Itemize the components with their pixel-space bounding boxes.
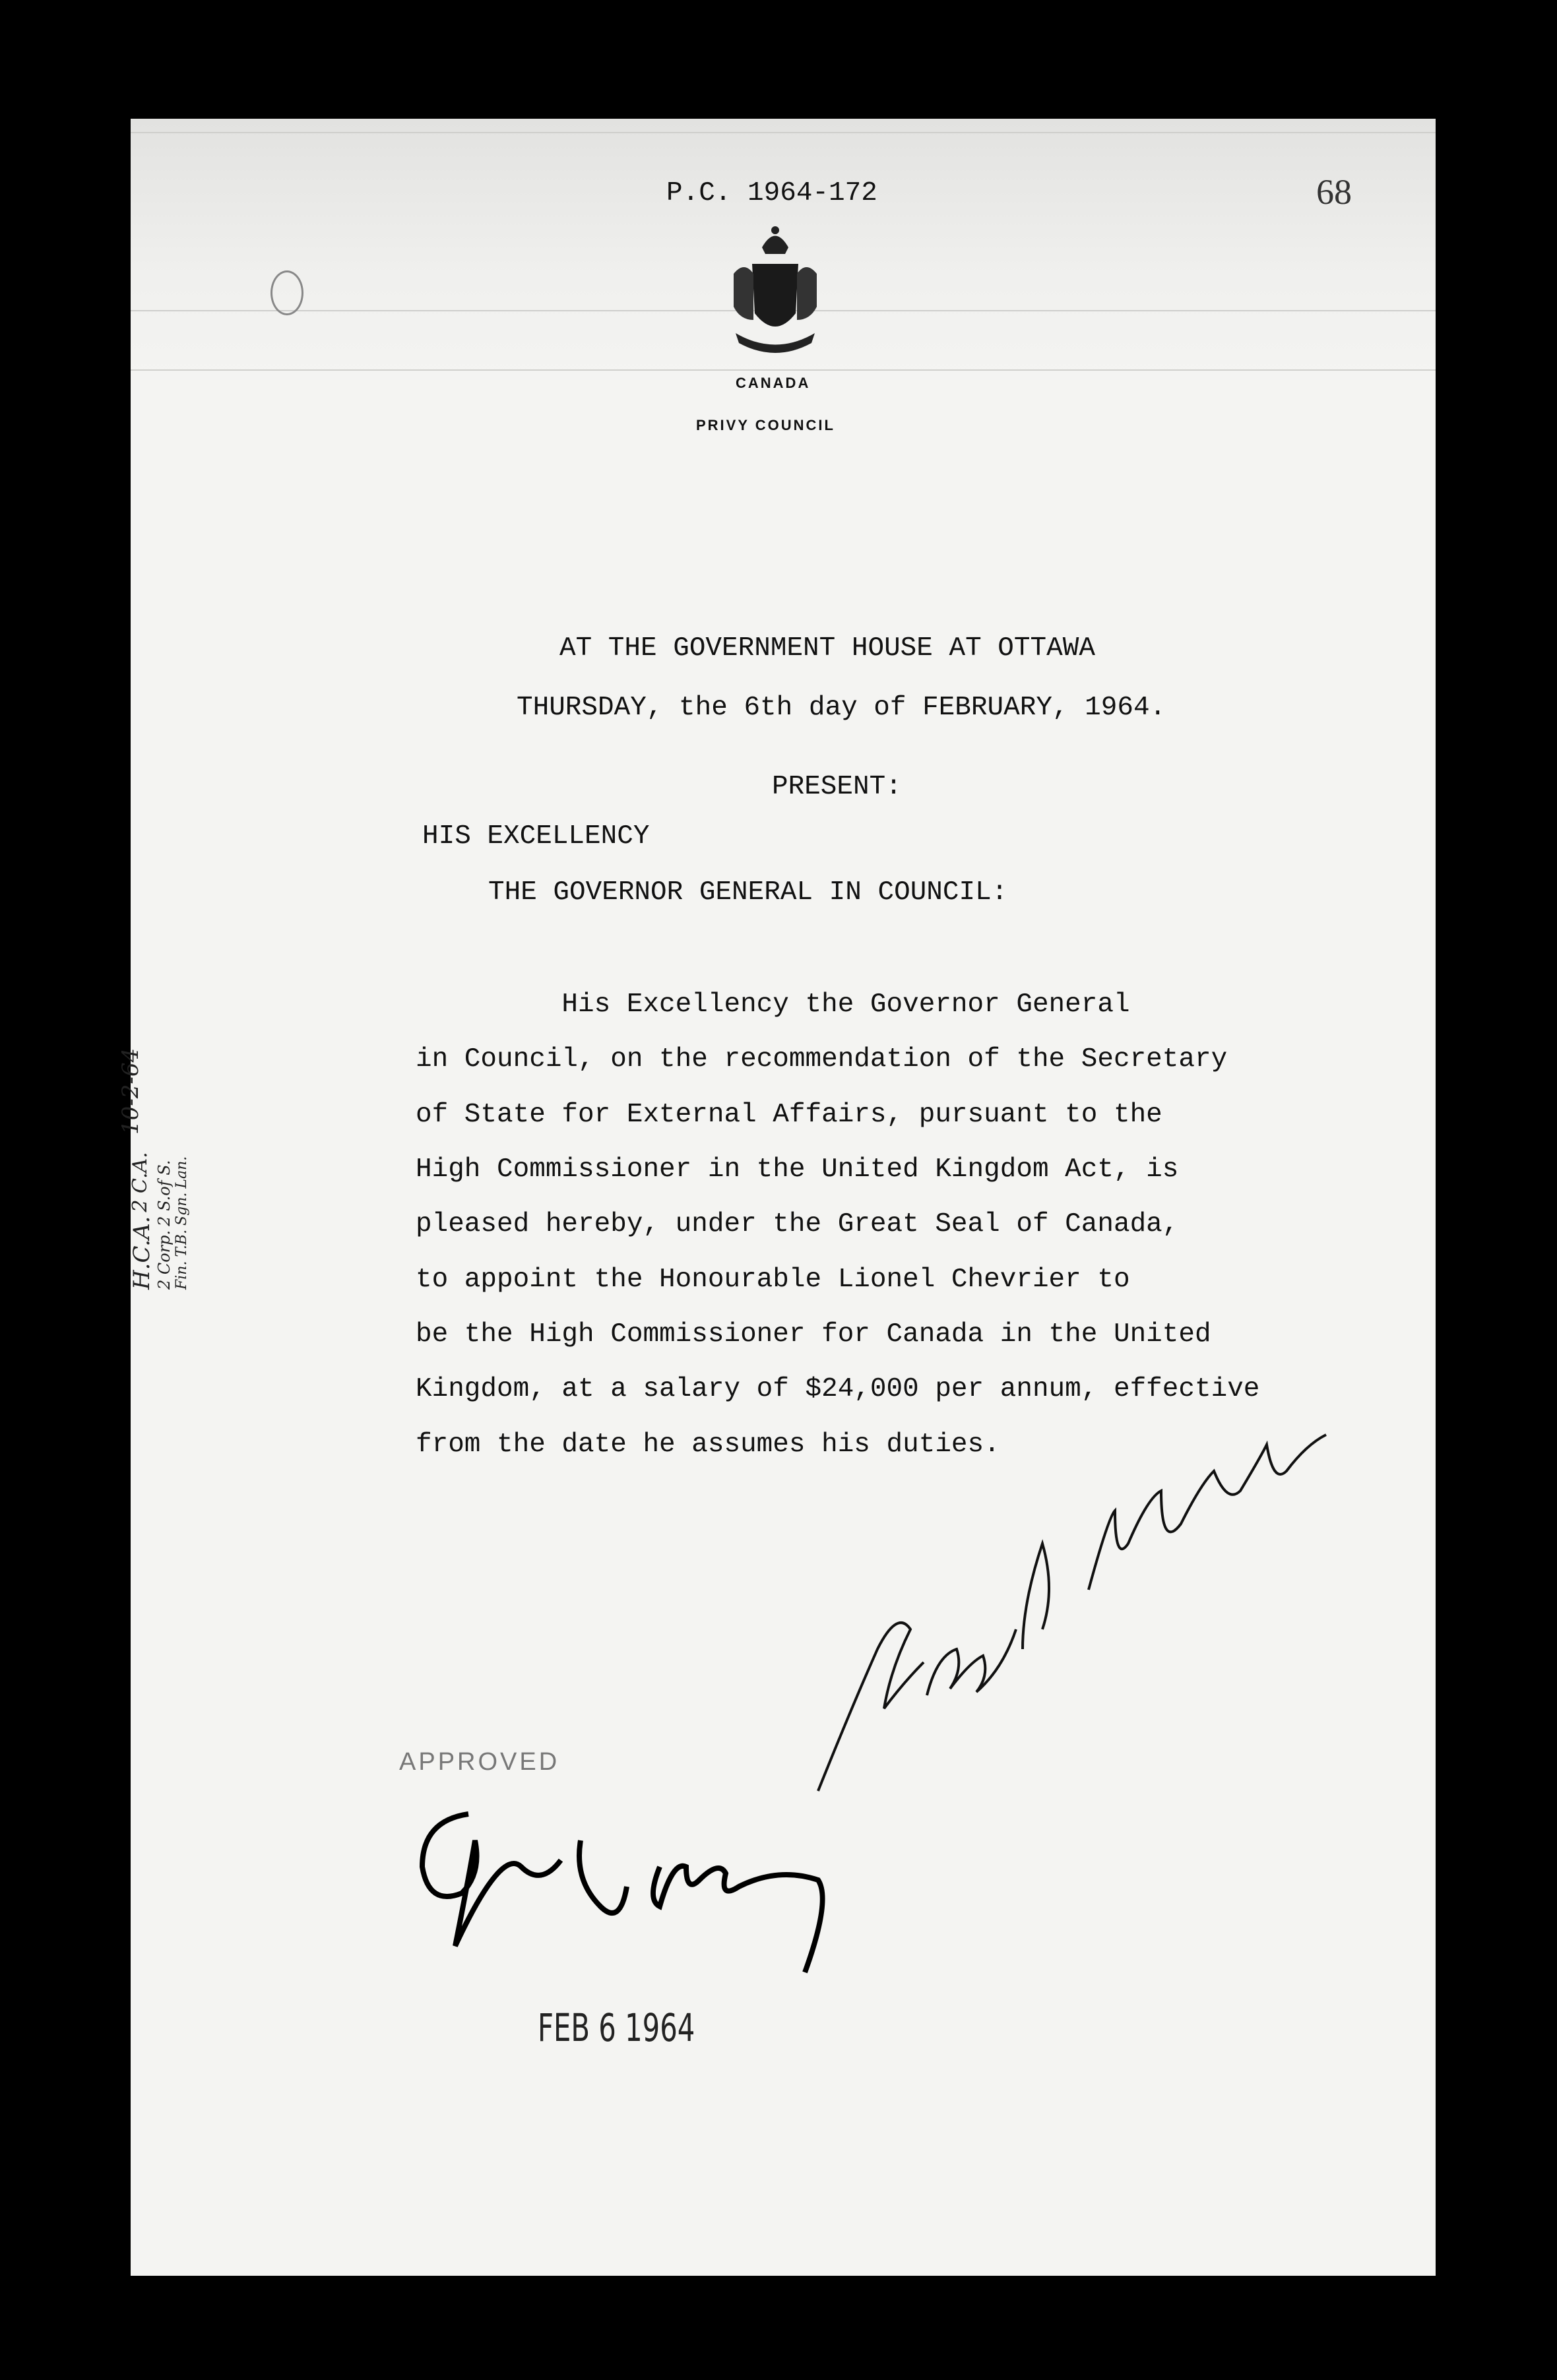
body-line: High Commissioner in the United Kingdom Act, is xyxy=(416,1154,1179,1185)
routing-note: 2 Corp. xyxy=(155,1230,174,1290)
margin-routing-notes xyxy=(129,1065,188,1290)
page-number: 68 xyxy=(1316,172,1352,212)
excellency-heading: HIS EXCELLENCY xyxy=(422,821,650,852)
approval-date-stamp: FEB 6 1964 xyxy=(538,2005,695,2050)
body-line: pleased hereby, under the Great Seal of Canada, xyxy=(416,1209,1179,1239)
coat-of-arms-icon xyxy=(726,221,825,363)
punch-hole xyxy=(270,270,303,315)
location-heading: AT THE GOVERNMENT HOUSE AT OTTAWA xyxy=(559,633,1095,664)
routing-note: 2 S.of S. xyxy=(155,1160,174,1226)
routing-note: H.C.A. xyxy=(129,1216,155,1290)
crest-label-canada: CANADA xyxy=(736,375,811,391)
governor-signature-icon xyxy=(409,1794,844,1986)
body-line: to appoint the Honourable Lionel Chevrier to xyxy=(416,1265,1130,1295)
body-line: of State for External Affairs, pursuant to the xyxy=(416,1100,1162,1130)
fold-line xyxy=(131,132,1436,133)
clerk-signature-icon xyxy=(805,1431,1352,1807)
body-line: His Excellency the Governor General xyxy=(416,989,1130,1020)
routing-note: Fin. xyxy=(174,1261,190,1290)
governor-heading: THE GOVERNOR GENERAL IN COUNCIL: xyxy=(488,877,1008,908)
routing-note: 2 C.A. xyxy=(129,1152,152,1212)
routing-note: Lan. xyxy=(174,1156,190,1189)
routing-note: Sgn. xyxy=(174,1192,190,1226)
date-heading: THURSDAY, the 6th day of FEBRUARY, 1964. xyxy=(517,693,1166,723)
fold-line xyxy=(131,369,1436,371)
order-number: P.C. 1964-172 xyxy=(666,178,877,208)
present-heading: PRESENT: xyxy=(772,772,902,802)
crest-label-privy-council: PRIVY COUNCIL xyxy=(696,417,835,433)
body-line: Kingdom, at a salary of $24,000 per annum, effective xyxy=(416,1374,1260,1404)
approved-label: APPROVED xyxy=(399,1748,560,1776)
routing-note: T.B. xyxy=(174,1229,190,1257)
body-line: in Council, on the recommendation of the Secretary xyxy=(416,1044,1228,1075)
margin-date-note: 10-2-64 xyxy=(117,1048,144,1135)
body-line: be the High Commissioner for Canada in the United xyxy=(416,1319,1211,1350)
body-line: from the date he assumes his duties. xyxy=(416,1429,1000,1460)
